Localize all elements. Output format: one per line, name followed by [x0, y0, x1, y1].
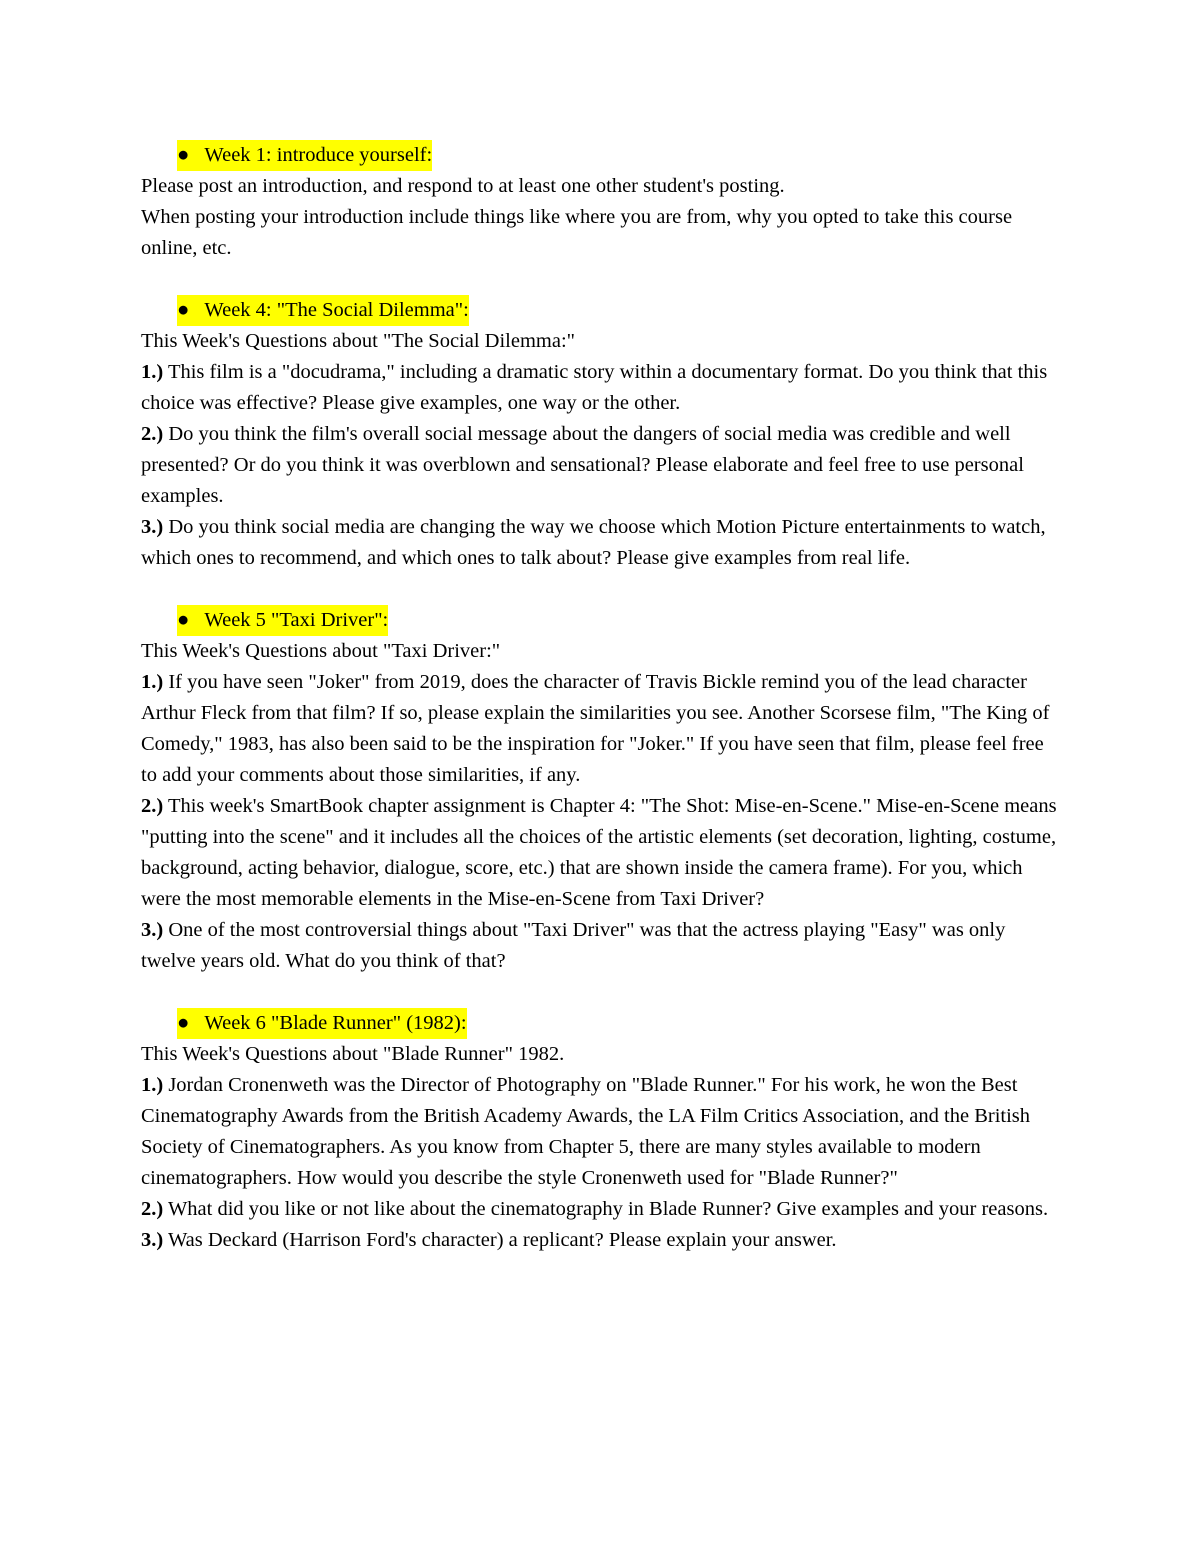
- highlighted-heading: [177, 1008, 467, 1039]
- question-text: This week's SmartBook chapter assignment is Chapter 4: "The Shot: Mise-en-Scene." Mise-en-Scene means "putting into the scene" and it includes all the choices of the artistic elements (set decoration, lighting, costume, background, acting behavior, dialogue, score, etc.) that are shown inside the camera frame). For you, which were the most memorable elements in the Mise-en-Scene from Taxi Driver?: [141, 795, 1057, 910]
- heading-text: Week 5 "Taxi Driver":: [204, 609, 389, 631]
- question: [141, 915, 1061, 977]
- question-text: If you have seen "Joker" from 2019, does the character of Travis Bickle remind you of the lead character Arthur Fleck from that film? If so, please explain the similarities you see. Another Scorsese film, "The King of Comedy," 1983, has also been said to be the inspiration for "Joker." If you have seen that film, please feel free to add your comments about those similarities, if any.: [141, 671, 1050, 786]
- question: [141, 667, 1061, 791]
- question: [141, 1194, 1061, 1225]
- paragraph: This Week's Questions about "The Social Dilemma:": [141, 330, 576, 352]
- question-number: 1.): [141, 1074, 164, 1096]
- paragraph: This Week's Questions about "Blade Runner" 1982.: [141, 1043, 565, 1065]
- paragraph: When posting your introduction include things like where you are from, why you opted to take this course online, etc.: [141, 206, 1013, 259]
- paragraph: This Week's Questions about "Taxi Driver:": [141, 640, 501, 662]
- section-heading: [141, 1008, 1061, 1039]
- question: [141, 1070, 1061, 1194]
- question: [141, 791, 1061, 915]
- question-text: One of the most controversial things about "Taxi Driver" was that the actress playing "Easy" was only twelve years old. What do you think of that?: [141, 919, 1006, 972]
- highlighted-heading: [177, 295, 469, 326]
- question-text: Was Deckard (Harrison Ford's character) a replicant? Please explain your answer.: [163, 1229, 837, 1251]
- question-number: 1.): [141, 671, 164, 693]
- question-text: Do you think social media are changing the way we choose which Motion Picture entertainments to watch, which ones to recommend, and which ones to talk about? Please give examples from real life.: [141, 516, 1046, 569]
- question: [141, 1225, 1061, 1256]
- question-number: 1.): [141, 361, 164, 383]
- section-heading: [141, 605, 1061, 636]
- heading-text: Week 1: introduce yourself:: [204, 144, 433, 166]
- question-text: What did you like or not like about the cinematography in Blade Runner? Give examples and your reasons.: [163, 1198, 1049, 1220]
- bullet-icon: ●: [177, 609, 190, 631]
- section-week-6: [141, 1008, 1061, 1256]
- question-text: Do you think the film's overall social message about the dangers of social media was credible and well presented? Or do you think it was overblown and sensational? Please elaborate and feel free to use personal examples.: [141, 423, 1024, 507]
- question-text: This film is a "docudrama," including a dramatic story within a documentary format. Do you think that this choice was effective? Please give examples, one way or the other.: [141, 361, 1048, 414]
- highlighted-heading: [177, 605, 388, 636]
- section-week-1: [141, 140, 1061, 264]
- section-heading: [141, 140, 1061, 171]
- question-number: 3.): [141, 1229, 164, 1251]
- document-page: [141, 140, 1061, 1256]
- section-week-4: [141, 295, 1061, 574]
- question: [141, 357, 1061, 419]
- bullet-icon: ●: [177, 299, 190, 321]
- section-week-5: [141, 605, 1061, 977]
- bullet-icon: ●: [177, 144, 190, 166]
- question-number: 2.): [141, 423, 164, 445]
- question-text: Jordan Cronenweth was the Director of Photography on "Blade Runner." For his work, he won the Best Cinematography Awards from the British Academy Awards, the LA Film Critics Association, and the British Society of Cinematographers. As you know from Chapter 5, there are many styles available to modern cinematographers. How would you describe the style Cronenweth used for "Blade Runner?": [141, 1074, 1031, 1189]
- paragraph: Please post an introduction, and respond to at least one other student's posting.: [141, 175, 785, 197]
- heading-text: Week 4: "The Social Dilemma":: [204, 299, 469, 321]
- section-heading: [141, 295, 1061, 326]
- question-number: 3.): [141, 919, 164, 941]
- heading-text: Week 6 "Blade Runner" (1982):: [204, 1012, 467, 1034]
- question-number: 2.): [141, 1198, 164, 1220]
- question-number: 3.): [141, 516, 164, 538]
- question-number: 2.): [141, 795, 164, 817]
- bullet-icon: ●: [177, 1012, 190, 1034]
- highlighted-heading: [177, 140, 432, 171]
- question: [141, 419, 1061, 512]
- question: [141, 512, 1061, 574]
